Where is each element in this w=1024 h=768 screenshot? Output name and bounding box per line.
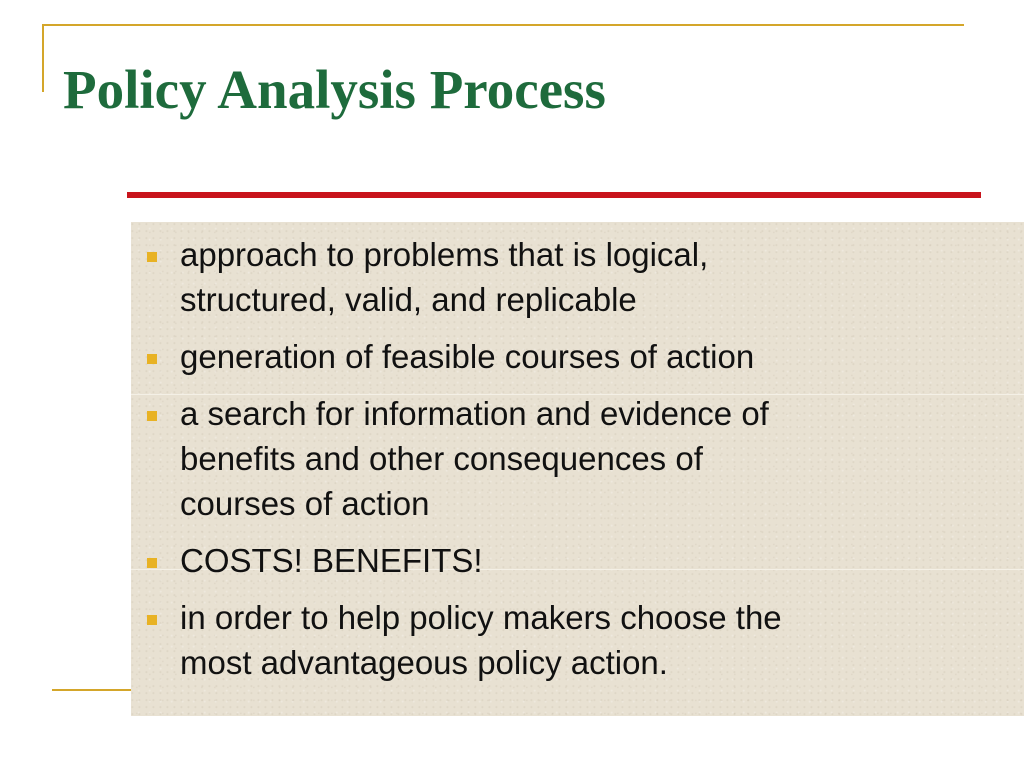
square-bullet-icon <box>147 558 157 568</box>
square-bullet-icon <box>147 252 157 262</box>
bullet-item <box>131 334 1011 379</box>
slide-title: Policy Analysis Process <box>63 59 606 120</box>
bullet-line: structured, valid, and replicable <box>180 281 637 318</box>
square-bullet-icon <box>147 615 157 625</box>
bullet-line: generation of feasible courses of action <box>180 338 755 375</box>
frame-left-line <box>42 24 44 92</box>
frame-bottom-line <box>52 689 132 691</box>
bullet-line: approach to problems that is logical, <box>180 236 709 273</box>
bullet-item <box>131 232 1011 322</box>
bullet-line: in order to help policy makers choose the <box>180 599 782 636</box>
bullet-list <box>131 232 1011 697</box>
bullet-item <box>131 391 1011 526</box>
square-bullet-icon <box>147 354 157 364</box>
bullet-item <box>131 595 1011 685</box>
bullet-line: most advantageous policy action. <box>180 644 668 681</box>
title-underline-rule <box>127 192 981 198</box>
bullet-line: benefits and other consequences of <box>180 440 703 477</box>
square-bullet-icon <box>147 411 157 421</box>
bullet-line: COSTS! BENEFITS! <box>180 542 483 579</box>
frame-top-line <box>42 24 964 26</box>
bullet-line: courses of action <box>180 485 430 522</box>
bullet-line: a search for information and evidence of <box>180 395 769 432</box>
bullet-item <box>131 538 1011 583</box>
